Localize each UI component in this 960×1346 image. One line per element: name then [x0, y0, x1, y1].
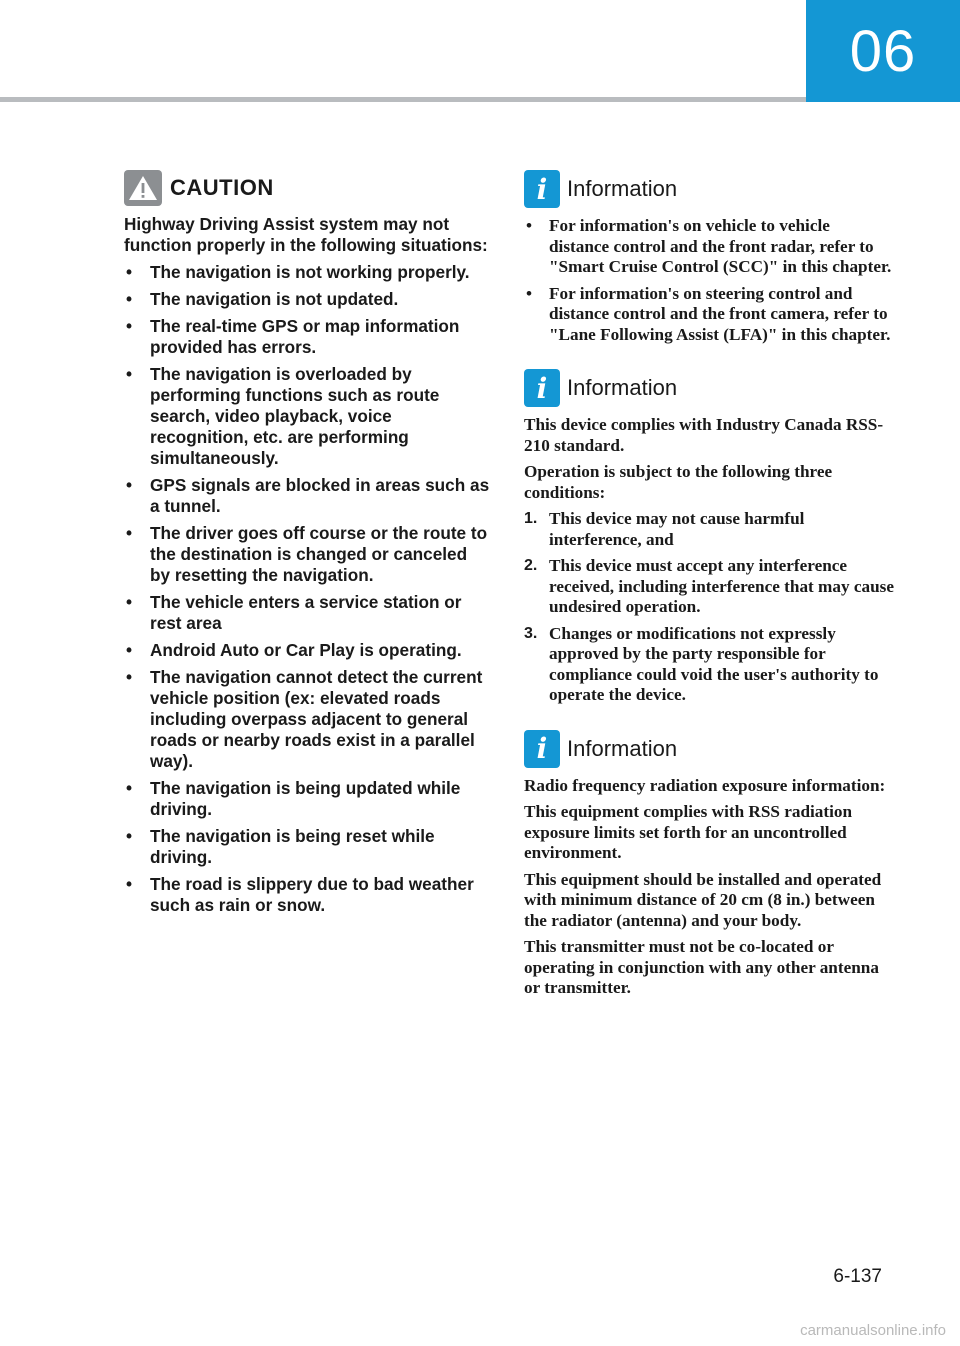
- info-paragraph: Operation is subject to the following three conditions:: [524, 462, 833, 502]
- warning-triangle-icon: [124, 170, 162, 206]
- info-icon: i: [524, 730, 560, 768]
- info-paragraph: This equipment complies with RSS radiation exposure limits set forth for an uncontrolled environment.: [524, 802, 853, 862]
- info-heading: [524, 369, 894, 407]
- caution-list: [124, 262, 490, 916]
- caution-item: • The road is slippery due to bad weather such as rain or snow.: [126, 874, 474, 915]
- info-item: • For information's on vehicle to vehicle distance control and the front radar, refer to "Smart Cruise Control (SCC)" in this chapter.: [526, 216, 892, 276]
- caution-item: • The vehicle enters a service station or rest area: [126, 592, 462, 633]
- caution-intro: Highway Driving Assist system may not function properly in the following situations:: [124, 214, 488, 255]
- caution-item: • The navigation cannot detect the current vehicle position (ex: elevated roads including overpass adjacent to general roads or nearby roads exist in a parallel way).: [126, 667, 483, 771]
- caution-item: • The navigation is being updated while driving.: [126, 778, 461, 819]
- chapter-tab: 06: [806, 0, 960, 102]
- condition-item: 3. Changes or modifications not expressly approved by the party responsible for compliance could void the user's authority to operate the device.: [524, 623, 879, 704]
- caution-item: • The driver goes off course or the route to the destination is changed or canceled by resetting the navigation.: [126, 523, 488, 585]
- info-box-control: [524, 170, 894, 345]
- caution-box: [124, 170, 490, 922]
- caution-item: • The real-time GPS or map information provided has errors.: [126, 316, 460, 357]
- info-paragraph: Radio frequency radiation exposure information:: [524, 775, 886, 795]
- info-item: • For information's on steering control and distance control and the front camera, refer to "Lane Following Assist (LFA)" in this chapter.: [526, 283, 891, 344]
- page-number: 6-137: [833, 1266, 882, 1287]
- caution-item: • The navigation is not updated.: [126, 289, 399, 309]
- info-heading: [524, 170, 894, 208]
- info-icon: i: [524, 369, 560, 407]
- caution-heading: [124, 170, 490, 206]
- caution-title: CAUTION: [170, 175, 274, 200]
- info-icon: i: [524, 170, 560, 208]
- info-box-radiation: [524, 730, 894, 999]
- info-heading: [524, 730, 894, 768]
- info-column: [524, 170, 894, 1023]
- info-paragraph: This transmitter must not be co-located or operating in conjunction with any other antenna or transmitter.: [524, 937, 879, 997]
- watermark: carmanualsonline.info: [800, 1322, 946, 1339]
- info-list: [524, 216, 894, 345]
- caution-item: • Android Auto or Car Play is operating.: [126, 640, 462, 660]
- condition-item: 2. This device must accept any interference received, including interference that may cause undesired operation.: [524, 556, 894, 616]
- info-title: Information: [567, 176, 678, 201]
- caution-item: • The navigation is being reset while driving.: [126, 826, 435, 867]
- info-paragraph: This device complies with Industry Canada RSS-210 standard.: [524, 415, 884, 455]
- caution-item: • The navigation is overloaded by performing functions such as route search, video playback, voice recognition, etc. are performing simultaneously.: [126, 364, 440, 468]
- info-title: Information: [567, 735, 678, 761]
- info-title: Information: [567, 375, 678, 400]
- header-rule: [0, 97, 806, 102]
- info-paragraph: This equipment should be installed and operated with minimum distance of 20 cm (8 in.) between the radiator (antenna) and your body.: [524, 869, 882, 930]
- condition-item: 1. This device may not cause harmful interference, and: [524, 509, 805, 549]
- conditions-list: [524, 509, 894, 706]
- info-box-compliance: [524, 369, 894, 706]
- caution-item: • GPS signals are blocked in areas such as a tunnel.: [126, 475, 490, 516]
- caution-item: • The navigation is not working properly.: [126, 262, 470, 282]
